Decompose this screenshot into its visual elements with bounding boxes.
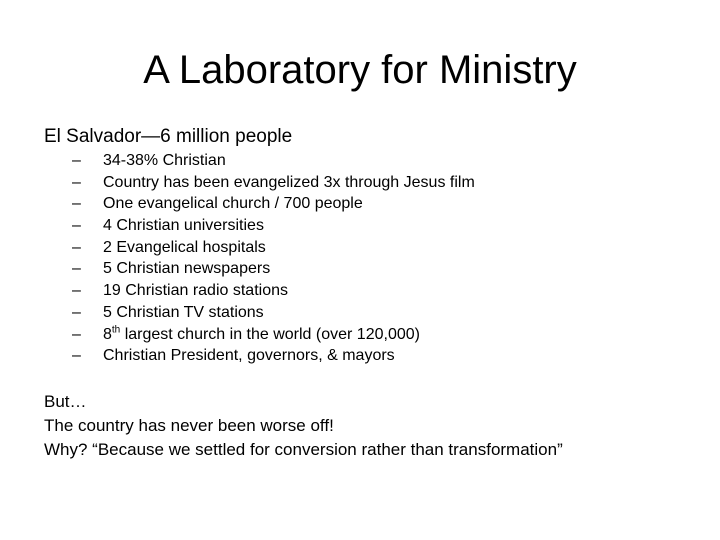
list-item-text: One evangelical church / 700 people bbox=[103, 195, 363, 213]
closing-line: But… bbox=[44, 392, 87, 411]
slide-title: A Laboratory for Ministry bbox=[143, 48, 577, 92]
list-item-text: 5 Christian newspapers bbox=[103, 260, 271, 278]
list-item-text: Country has been evangelized 3x through Jesus film bbox=[103, 173, 475, 191]
closing-statement bbox=[44, 390, 563, 462]
list-item-text bbox=[103, 326, 420, 343]
bullet-dash: – bbox=[72, 195, 81, 213]
bullet-dash: – bbox=[72, 325, 81, 343]
fact-list bbox=[72, 150, 475, 367]
list-item bbox=[72, 172, 475, 194]
list-item bbox=[72, 302, 475, 324]
lead-statement: El Salvador—6 million people bbox=[44, 126, 293, 147]
closing-line: The country has never been worse off! bbox=[44, 416, 334, 435]
list-item bbox=[72, 280, 475, 302]
list-item bbox=[72, 345, 475, 367]
bullet-dash: – bbox=[72, 173, 81, 191]
bullet-dash: – bbox=[72, 303, 81, 321]
list-item-text: 2 Evangelical hospitals bbox=[103, 238, 266, 256]
list-item-rest: largest church in the world (over 120,000) bbox=[120, 325, 420, 343]
list-item-text: Christian President, governors, & mayors bbox=[103, 347, 395, 365]
bullet-dash: – bbox=[72, 238, 81, 256]
list-item-text: 34-38% Christian bbox=[103, 152, 226, 169]
list-item bbox=[72, 193, 475, 215]
bullet-dash: – bbox=[72, 260, 81, 278]
list-item bbox=[72, 150, 475, 172]
ordinal-number: 8 bbox=[103, 325, 112, 343]
list-item bbox=[72, 215, 475, 237]
list-item bbox=[72, 237, 475, 259]
ordinal-suffix: th bbox=[111, 324, 121, 336]
list-item bbox=[72, 258, 475, 280]
bullet-dash: – bbox=[72, 217, 81, 235]
bullet-dash: – bbox=[72, 282, 81, 300]
list-item-text: 5 Christian TV stations bbox=[103, 303, 264, 321]
bullet-dash: – bbox=[72, 347, 81, 365]
list-item bbox=[72, 324, 475, 346]
closing-line: Why? “Because we settled for conversion rather than transformation” bbox=[44, 440, 563, 459]
list-item-text: 4 Christian universities bbox=[103, 217, 264, 235]
list-item-text: 19 Christian radio stations bbox=[103, 282, 288, 300]
bullet-dash: – bbox=[72, 152, 81, 169]
